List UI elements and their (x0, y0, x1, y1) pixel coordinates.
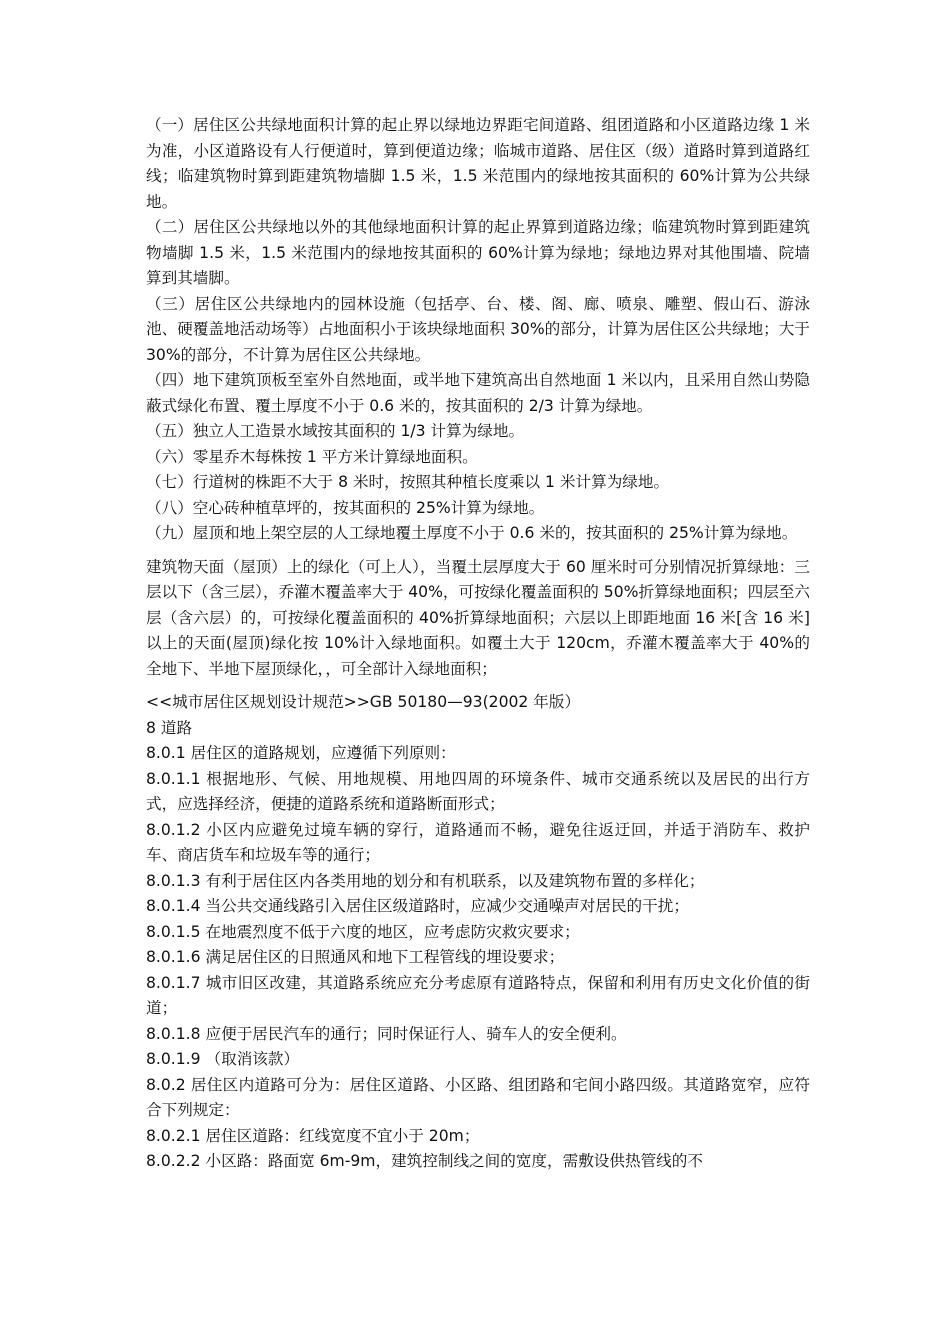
clause-4: （四）地下建筑顶板至室外自然地面，或半地下建筑高出自然地面 1 米以内，且采用自然山势隐蔽式绿化布置、覆土厚度不小于 0.6 米的，按其面积的 2/3 计算为绿地。 (146, 371, 810, 415)
section-heading: 8 道路 (146, 718, 193, 737)
rule-8-0-2-2: 8.0.2.2 小区路：路面宽 6m-9m，建筑控制线之间的宽度，需敷设供热管线的不 (146, 1152, 703, 1170)
clause-5: （五）独立人工造景水域按其面积的 1/3 计算为绿地。 (146, 422, 525, 440)
document-page (146, 113, 810, 1175)
rule-8-0-1-2: 8.0.1.2 小区内应避免过境车辆的穿行，道路通而不畅，避免往返迂回，并适于消防车、救护车、商店货车和垃圾车等的通行； (146, 820, 810, 864)
rule-8-0-1-9: 8.0.1.9 （取消该款） (146, 1050, 300, 1068)
rule-8-0-2-1: 8.0.2.1 居住区道路：红线宽度不宜小于 20m； (146, 1126, 480, 1145)
rule-8-0-1-5: 8.0.1.5 在地震烈度不低于六度的地区，应考虑防灾救灾要求； (146, 922, 580, 941)
rule-8-0-1-7: 8.0.1.7 城市旧区改建，其道路系统应充分考虑原有道路特点，保留和利用有历史文化价值的街道； (146, 973, 810, 1017)
rule-8-0-1: 8.0.1 居住区的道路规划，应遵循下列原则： (146, 744, 456, 762)
clause-3: （三）居住区公共绿地内的园林设施（包括亭、台、楼、阁、廊、喷泉、雕塑、假山石、游泳池、硬覆盖地活动场等）占地面积小于该块绿地面积 30%的部分，计算为居住区公共绿地；大于 30%的部分，不计算为居住区公共绿地。 (146, 294, 810, 364)
rule-8-0-2: 8.0.2 居住区内道路可分为：居住区道路、小区路、组团路和宅间小路四级。其道路宽窄，应符合下列规定： (146, 1075, 810, 1119)
clause-6: （六）零星乔木每株按 1 平方米计算绿地面积。 (146, 447, 478, 466)
rule-8-0-1-3: 8.0.1.3 有利于居住区内各类用地的划分和有机联系，以及建筑物布置的多样化； (146, 871, 705, 890)
clause-9: （九）屋顶和地上架空层的人工绿地覆土厚度不小于 0.6 米的，按其面积的 25%计算为绿地。 (146, 524, 798, 542)
rule-8-0-1-8: 8.0.1.8 应便于居民汽车的通行；同时保证行人、骑车人的安全便利。 (146, 1024, 627, 1043)
clause-7: （七）行道树的株距不大于 8 米时，按照其种植长度乘以 1 米计算为绿地。 (146, 473, 670, 491)
standard-reference: <<城市居住区规划设计规范>>GB 50180—93(2002 年版） (146, 693, 581, 711)
rule-8-0-1-4: 8.0.1.4 当公共交通线路引入居住区级道路时，应减少交通噪声对居民的干扰； (146, 897, 689, 915)
clause-8: （八）空心砖种植草坪的，按其面积的 25%计算为绿地。 (146, 498, 545, 517)
rule-8-0-1-1: 8.0.1.1 根据地形、气候、用地规模、用地四周的环境条件、城市交通系统以及居民的出行方式，应选择经济，便捷的道路系统和道路断面形式； (146, 769, 810, 813)
clause-1: （一）居住区公共绿地面积计算的起止界以绿地边界距宅间道路、组团道路和小区道路边缘 1 米为准，小区道路设有人行便道时，算到便道边缘；临城市道路、居住区（级）道路时算到道路红线；临建筑物时算到距建筑物墙脚 1.5 米，1.5 米范围内的绿地按其面积的 60%计算为公共绿地。 (146, 116, 810, 211)
rooftop-greening-paragraph: 建筑物天面（屋顶）上的绿化（可上人），当覆土层厚度大于 60 厘米时可分别情况折算绿地：三层以下（含三层），乔灌木覆盖率大于 40%，可按绿化覆盖面积的 50%折算绿地面积；四层至六层（含六层）的，可按绿化覆盖面积的 40%折算绿地面积；六层以上即距地面 16 米[含 16 米]以上的天面(屋顶)绿化按 10%计入绿地面积。如覆土大于 120cm，乔灌木覆盖率大于 40%的全地下、半地下屋顶绿化，，可全部计入绿地面积； (146, 557, 810, 678)
rule-8-0-1-6: 8.0.1.6 满足居住区的日照通风和地下工程管线的埋设要求； (146, 948, 565, 966)
clause-2: （二）居住区公共绿地以外的其他绿地面积计算的起止界算到道路边缘；临建筑物时算到距建筑物墙脚 1.5 米，1.5 米范围内的绿地按其面积的 60%计算为绿地；绿地边界对其他围墙、院墙算到其墙脚。 (146, 218, 810, 287)
